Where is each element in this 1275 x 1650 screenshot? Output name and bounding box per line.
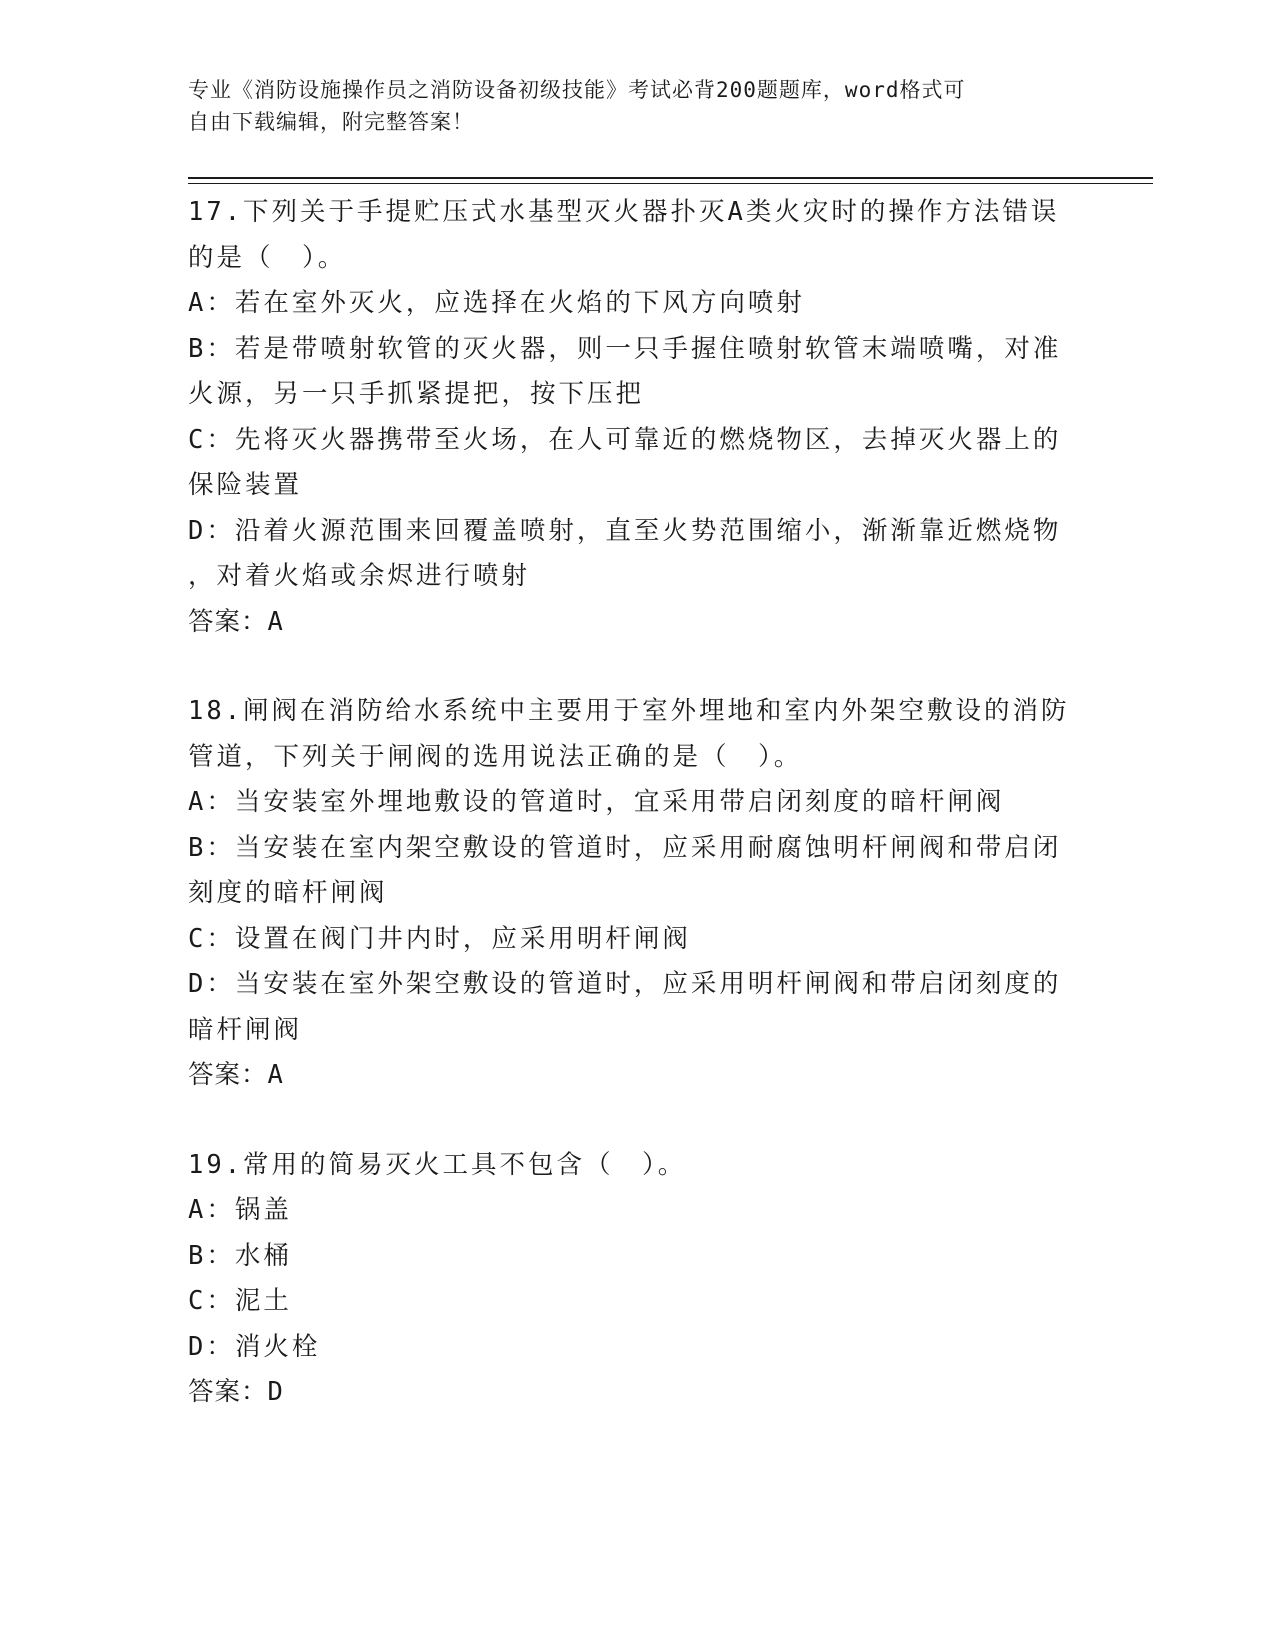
question-item <box>188 190 1073 645</box>
option-c: C：先将灭火器携带至火场，在人可靠近的燃烧物区，去掉灭火器上的 <box>188 424 1062 455</box>
option-a: A：锅盖 <box>188 1195 292 1225</box>
option-d: ，对着火焰或余烬进行喷射 <box>188 561 531 591</box>
answer-label: 答案： <box>188 606 268 637</box>
header-divider-thick <box>188 177 1153 179</box>
option-c: C：泥土 <box>188 1286 292 1316</box>
option-c: 保险装置 <box>188 470 303 500</box>
header-line: 专业《消防设施操作员之消防设备初级技能》考试必背200题题库，word格式可 <box>188 78 966 102</box>
header-divider-thin <box>188 183 1153 184</box>
question-stem: 18.闸阀在消防给水系统中主要用于室外埋地和室内外架空敷设的消防 <box>188 696 1070 726</box>
answer-value: A <box>267 606 284 637</box>
option-a: A：若在室外灭火，应选择在火焰的下风方向喷射 <box>188 288 805 318</box>
answer-label: 答案： <box>188 1377 268 1407</box>
question-stem: 管道，下列关于闸阀的选用说法正确的是（ ）。 <box>188 741 803 772</box>
option-d: D：消火栓 <box>188 1331 321 1362</box>
question-stem: 19.常用的简易灭火工具不包含（ ）。 <box>188 1149 687 1180</box>
option-b: 火源，另一只手抓紧提把，按下压把 <box>188 379 645 409</box>
answer <box>188 1053 1073 1099</box>
option-b: B：若是带喷射软管的灭火器，则一只手握住喷射软管末端喷嘴，对准 <box>188 333 1062 364</box>
answer <box>188 600 1073 646</box>
question-item <box>188 689 1073 1099</box>
option-c: C：设置在阀门井内时，应采用明杆闸阀 <box>188 923 691 954</box>
option-b: 刻度的暗杆闸阀 <box>188 878 388 908</box>
option-d: 暗杆闸阀 <box>188 1014 303 1045</box>
question-stem: 17.下列关于手提贮压式水基型灭火器扑灭A类火灾时的操作方法错误 <box>188 197 1060 227</box>
question-stem: 的是（ ）。 <box>188 242 347 273</box>
question-list <box>188 190 1073 1460</box>
document-header <box>188 74 1068 138</box>
question-item <box>188 1143 1073 1416</box>
option-d: D：沿着火源范围来回覆盖喷射，直至火势范围缩小，渐渐靠近燃烧物 <box>188 515 1062 546</box>
answer-label: 答案： <box>188 1060 268 1090</box>
answer <box>188 1370 1073 1416</box>
option-b: B：水桶 <box>188 1240 292 1271</box>
header-line: 自由下载编辑，附完整答案！ <box>188 110 474 134</box>
option-b: B：当安装在室内架空敷设的管道时，应采用耐腐蚀明杆闸阀和带启闭 <box>188 832 1062 863</box>
option-a: A：当安装室外埋地敷设的管道时，宜采用带启闭刻度的暗杆闸阀 <box>188 787 1005 817</box>
option-d: D：当安装在室外架空敷设的管道时，应采用明杆闸阀和带启闭刻度的 <box>188 969 1062 999</box>
answer-value: A <box>267 1060 284 1090</box>
answer-value: D <box>267 1377 284 1407</box>
